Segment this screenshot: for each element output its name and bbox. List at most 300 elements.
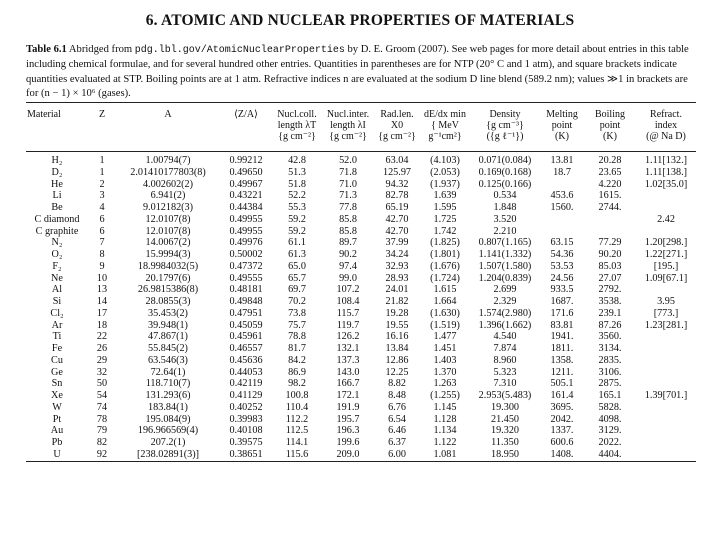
table-cell: 85.8	[339, 213, 357, 225]
table-row	[26, 402, 696, 414]
table-cell: Al	[51, 284, 63, 296]
table-row	[26, 425, 696, 437]
table-cell: 0.40252	[229, 401, 263, 413]
column-header-line: (@ Na D)	[646, 131, 686, 142]
table-cell: 71.8	[339, 166, 357, 178]
table-cell: 0.43221	[229, 190, 263, 202]
table-cell: 1.639	[433, 190, 457, 202]
table-cell: 55.845(2)	[148, 343, 188, 354]
table-cell: 1.396(1.662)	[478, 319, 532, 331]
table-cell: 18.9984032(5)	[137, 260, 199, 272]
column-header-line: (K)	[555, 131, 569, 142]
table-cell: 59.2	[288, 225, 306, 237]
table-header	[26, 103, 696, 152]
table-cell: 0.169(0.168)	[478, 166, 532, 178]
table-cell: O₂	[51, 249, 63, 260]
table-cell: 4.002602(2)	[142, 178, 194, 190]
table-row	[26, 378, 696, 390]
column-header-line: length λI	[330, 120, 366, 131]
table-row	[26, 449, 696, 461]
column-header	[470, 103, 540, 152]
table-cell: 29	[96, 354, 108, 366]
table-cell: 933.5	[550, 284, 574, 296]
table-cell: 12.0107(8)	[145, 213, 191, 225]
column-header-line: (K)	[603, 131, 617, 142]
table-cell: 54	[96, 390, 108, 401]
table-cell: 1.128	[433, 413, 457, 425]
column-header	[322, 103, 374, 152]
table-cell	[636, 367, 696, 379]
table-label: Table 6.1	[26, 44, 67, 55]
table-cell: 108.4	[336, 296, 360, 307]
table-cell: 98.2	[288, 378, 306, 390]
table-cell: 3	[99, 190, 105, 202]
column-header	[420, 103, 470, 152]
table-cell: 53.53	[550, 260, 574, 272]
table-cell: 1.507(1.580)	[478, 260, 532, 272]
table-cell: 27.07	[598, 272, 622, 284]
table-cell: 82.78	[385, 190, 409, 202]
table-cell: 85.8	[339, 225, 357, 237]
column-header-line: Density	[489, 109, 521, 120]
table-cell: 73.8	[288, 307, 306, 319]
table-cell: 1.403	[433, 354, 457, 366]
table-cell: 26.9815386(8)	[137, 284, 199, 296]
table-cell: 0.45059	[229, 319, 263, 331]
column-header	[88, 103, 116, 152]
table-cell: 75.7	[288, 319, 306, 331]
column-header-line: point	[599, 120, 621, 131]
table-cell: 0.99212	[229, 155, 263, 166]
table-row	[26, 152, 696, 167]
table-cell: 191.9	[336, 401, 360, 413]
table-row	[26, 308, 696, 320]
table-cell: 21.82	[385, 296, 409, 307]
table-cell: 51.3	[288, 166, 306, 178]
table-cell: 20.1797(6)	[145, 272, 191, 284]
table-row	[26, 414, 696, 426]
table-cell: Xe	[51, 390, 63, 401]
table-cell: 3.520	[493, 213, 517, 225]
table-cell: 107.2	[336, 284, 360, 296]
table-cell: 3134.	[598, 343, 622, 354]
table-cell: 1.848	[493, 202, 517, 213]
table-cell: 1.09[67.1]	[644, 272, 688, 284]
table-cell: 1.11[138.]	[644, 166, 688, 178]
table-cell: 115.7	[336, 307, 360, 319]
table-cell: [195.]	[653, 260, 679, 272]
table-cell: 42.8	[288, 155, 306, 166]
table-cell: 23.65	[598, 166, 622, 178]
table-cell	[540, 226, 584, 238]
table-cell: 12.86	[385, 354, 409, 366]
column-header-line: {g cm⁻³}	[486, 120, 524, 131]
table-cell: (1.630)	[430, 307, 460, 319]
table-cell: Ne	[51, 272, 63, 284]
table-cell: 19.300	[490, 401, 519, 413]
table-cell: 81.7	[288, 343, 306, 354]
table-row	[26, 343, 696, 355]
table-cell: 7.310	[493, 378, 517, 390]
table-cell: 1337.	[550, 425, 574, 437]
column-header-line: Material	[27, 109, 61, 120]
table-cell: 0.47372	[229, 260, 263, 272]
table-cell: 9.012182(3)	[142, 202, 194, 213]
table-cell: 0.45961	[229, 331, 263, 343]
table-cell: 0.46557	[229, 343, 263, 354]
table-cell: 0.125(0.166)	[478, 178, 532, 190]
table-cell: 51.8	[288, 178, 306, 190]
table-cell: 1.081	[420, 449, 470, 461]
table-cell: 86.9	[288, 366, 306, 378]
table-cell: 12.25	[385, 366, 409, 378]
table-cell: 6.76	[388, 401, 406, 413]
table-cell: 18.7	[553, 166, 571, 178]
column-header	[636, 103, 696, 152]
table-cell: 54.36	[550, 249, 574, 260]
table-cell: 16.16	[385, 331, 409, 343]
table-cell: He	[51, 178, 63, 190]
table-cell: 131.293(6)	[145, 390, 191, 401]
table-cell: 1.141(1.332)	[478, 249, 532, 260]
table-cell: 6.00	[374, 449, 420, 461]
column-header	[26, 103, 88, 152]
column-header	[272, 103, 322, 152]
table-cell: 132.1	[336, 343, 360, 354]
table-cell: 6	[99, 213, 105, 225]
table-cell: U	[26, 449, 88, 461]
table-cell: 83.81	[550, 319, 574, 331]
table-cell: 166.7	[336, 378, 360, 390]
table-cell: 19.55	[385, 319, 409, 331]
table-cell: Ar	[51, 319, 63, 331]
column-header-line: length λT	[277, 120, 317, 131]
table-cell: 13.81	[550, 155, 574, 166]
table-cell: 1.370	[433, 366, 457, 378]
column-header	[116, 103, 220, 152]
table-cell: 85.03	[598, 260, 622, 272]
table-cell: (1.255)	[430, 390, 460, 401]
table-cell: 6.54	[388, 413, 406, 425]
table-cell: 32	[96, 366, 108, 378]
table-cell: H₂	[51, 155, 63, 166]
table-cell: 119.7	[336, 319, 360, 331]
table-cell: 1.145	[433, 401, 457, 413]
table-cell: W	[52, 401, 62, 413]
table-cell: 19.320	[490, 425, 519, 437]
column-header-line: dE/dx min	[424, 109, 466, 120]
table-cell: D₂	[51, 166, 63, 178]
table-cell: (2.053)	[430, 166, 460, 178]
table-cell: 3560.	[598, 331, 622, 343]
table-cell: 199.6	[336, 437, 360, 448]
table-cell: 2.699	[493, 284, 517, 296]
table-cell	[636, 226, 696, 238]
table-cell: 52.0	[339, 155, 357, 166]
table-cell: 161.4	[550, 390, 574, 401]
table-cell	[584, 214, 636, 226]
table-cell: 0.39983	[229, 413, 263, 425]
table-cell: [238.02891(3)]	[116, 449, 220, 461]
table-row	[26, 331, 696, 343]
table-cell: 42.70	[385, 213, 409, 225]
table-cell: 7.874	[493, 343, 517, 354]
table-cell: 110.4	[285, 401, 309, 413]
column-header-line: A	[164, 109, 172, 120]
table-cell: 126.2	[336, 331, 360, 343]
table-cell: 3.95	[657, 296, 675, 307]
table-cell	[636, 414, 696, 426]
table-cell: 2.953(5.483)	[478, 390, 532, 401]
table-cell	[636, 425, 696, 437]
table-cell: (1.825)	[430, 237, 460, 249]
table-cell: 207.2(1)	[150, 437, 186, 448]
column-header	[540, 103, 584, 152]
table-cell: 1.477	[433, 331, 457, 343]
table-cell: 6.37	[388, 437, 406, 448]
table-cell: 14.0067(2)	[145, 237, 191, 249]
table-cell	[636, 437, 696, 449]
table-cell: 1.39[701.]	[644, 390, 688, 401]
table-cell: 28.93	[385, 272, 409, 284]
table-row	[26, 261, 696, 273]
table-cell: 1.20[298.]	[644, 237, 688, 249]
table-cell: 2.329	[493, 296, 517, 307]
table-cell: 2.01410177803(8)	[130, 166, 206, 178]
table-cell: 0.49555	[229, 272, 263, 284]
table-cell: 89.7	[339, 237, 357, 249]
table-row	[26, 179, 696, 191]
table-cell: 0.49848	[229, 296, 263, 307]
table-cell: 1408.	[540, 449, 584, 461]
table-cell: Pt	[52, 413, 62, 425]
table-cell: (1.519)	[430, 319, 460, 331]
table-cell: 1	[99, 155, 105, 166]
table-row	[26, 249, 696, 261]
table-cell: 4.540	[493, 331, 517, 343]
column-header-line: ({g ℓ⁻¹})	[486, 131, 524, 142]
table-cell: Au	[50, 425, 64, 437]
table-cell: 137.3	[336, 354, 360, 366]
table-cell: 24.56	[550, 272, 574, 284]
table-header-row	[26, 103, 696, 152]
table-cell: 55.3	[288, 202, 306, 213]
table-cell: (4.103)	[430, 155, 460, 166]
table-cell: 125.97	[382, 166, 411, 178]
table-cell	[636, 190, 696, 202]
table-cell: 8.48	[388, 390, 406, 401]
table-cell: 0.807(1.165)	[478, 237, 532, 249]
table-cell: 92	[88, 449, 116, 461]
table-cell: 0.42119	[229, 378, 263, 390]
table-cell: Be	[51, 202, 63, 213]
column-header-line: {g cm⁻²}	[378, 131, 416, 142]
table-row	[26, 273, 696, 285]
table-cell: 112.2	[285, 413, 309, 425]
table-cell: 42.70	[385, 225, 409, 237]
table-cell: 0.38651	[220, 449, 272, 461]
caption-text-before-url: Abridged from	[66, 44, 135, 55]
table-cell: 600.6	[550, 437, 574, 448]
table-cell: 99.0	[339, 272, 357, 284]
table-cell: 90.20	[598, 249, 622, 260]
table-cell: 20.28	[598, 155, 622, 166]
table-cell: 2	[99, 178, 105, 190]
table-cell	[636, 284, 696, 296]
table-cell: 74	[96, 401, 108, 413]
table-cell: 35.453(2)	[148, 307, 188, 319]
table-cell: 65.7	[288, 272, 306, 284]
table-cell: 13.84	[385, 343, 409, 354]
column-header-line: Melting	[546, 109, 578, 120]
table-cell: 63.04	[385, 155, 409, 166]
table-cell: Pb	[51, 437, 63, 448]
table-cell: 12.0107(8)	[145, 225, 191, 237]
table-cell: 65.19	[385, 202, 409, 213]
table-cell: 63.15	[550, 237, 574, 249]
table-cell	[636, 378, 696, 390]
table-cell: (1.937)	[430, 178, 460, 190]
table-cell: 3106.	[598, 366, 622, 378]
table-cell: 1.204(0.839)	[478, 272, 532, 284]
column-header	[374, 103, 420, 152]
table-cell: 2022.	[598, 437, 622, 448]
table-caption	[26, 43, 696, 102]
table-cell: 0.49650	[229, 166, 263, 178]
table-cell: C diamond	[34, 213, 80, 225]
table-cell: 0.47951	[229, 307, 263, 319]
table-cell: 4	[99, 202, 105, 213]
table-cell: 0.41129	[229, 390, 263, 401]
table-cell: 59.2	[288, 213, 306, 225]
table-row	[26, 320, 696, 332]
table-cell: 115.6	[272, 449, 322, 461]
column-header	[584, 103, 636, 152]
column-header-line: {g cm⁻²}	[278, 131, 316, 142]
table-cell: 0.49967	[229, 178, 263, 190]
properties-table	[26, 102, 696, 462]
table-cell: 1941.	[550, 331, 574, 343]
table-cell: 5.323	[493, 366, 517, 378]
table-cell: Ge	[51, 366, 63, 378]
table-cell: 18	[96, 319, 108, 331]
table-cell: 77.8	[339, 202, 357, 213]
table-cell: 1.595	[433, 202, 457, 213]
table-cell: 34.24	[385, 249, 409, 260]
table-cell: (1.676)	[430, 260, 460, 272]
table-cell: 1.263	[433, 378, 457, 390]
table-cell: 65.0	[288, 260, 306, 272]
table-cell: 8	[99, 249, 105, 260]
table-cell: 0.44053	[229, 366, 263, 378]
table-row	[26, 437, 696, 449]
table-cell: 1.23[281.]	[644, 319, 688, 331]
table-cell: 6.46	[388, 425, 406, 437]
table-cell: 114.1	[285, 437, 309, 448]
table-cell: 8.82	[388, 378, 406, 390]
table-cell: 2792.	[598, 284, 622, 296]
table-cell: 118.710(7)	[145, 378, 191, 390]
table-row	[26, 284, 696, 296]
table-cell	[636, 331, 696, 343]
source-url[interactable]: pdg.lbl.gov/AtomicNuclearProperties	[134, 45, 345, 56]
table-cell: 0.40108	[229, 425, 263, 437]
table-cell: 3695.	[550, 401, 574, 413]
table-cell: 1687.	[550, 296, 574, 307]
column-header-line: {g cm⁻²}	[329, 131, 367, 142]
table-cell: 5828.	[598, 401, 622, 413]
table-cell: 1.22[271.]	[644, 249, 688, 260]
table-cell: 15.9994(3)	[145, 249, 191, 260]
table-cell: 1.725	[433, 213, 457, 225]
table-cell: 2875.	[598, 378, 622, 390]
table-cell: 13	[96, 284, 108, 296]
table-cell	[540, 179, 584, 191]
table-cell: 18.950	[470, 449, 540, 461]
table-cell: F₂	[52, 260, 62, 272]
table-cell: 1.00794(7)	[145, 155, 191, 166]
table-cell: 32.93	[385, 260, 409, 272]
table-cell: 1358.	[550, 354, 574, 366]
table-cell: 1.122	[433, 437, 457, 448]
table-cell: 28.0855(3)	[145, 296, 191, 307]
table-cell: 14	[96, 296, 108, 307]
table-cell: Fe	[51, 343, 63, 354]
table-cell: (1.801)	[430, 249, 460, 260]
table-cell: 2.210	[493, 225, 517, 237]
table-cell: N₂	[51, 237, 63, 249]
table-row	[26, 226, 696, 238]
column-header-line: X0	[390, 120, 404, 131]
table-cell: 8.960	[493, 354, 517, 366]
table-cell: Cu	[51, 354, 63, 366]
table-cell: 22	[96, 331, 108, 343]
table-cell: 72.64(1)	[150, 366, 186, 378]
table-cell: 6	[99, 225, 105, 237]
table-cell: 1.134	[433, 425, 457, 437]
table-cell: 94.32	[385, 178, 409, 190]
table-cell: 195.7	[336, 413, 360, 425]
table-body	[26, 152, 696, 462]
table-cell: 100.8	[285, 390, 309, 401]
column-header-line: ⟨Z/A⟩	[234, 109, 258, 120]
table-cell: 1	[99, 166, 105, 178]
table-cell: [773.]	[653, 307, 679, 319]
table-cell: 4098.	[598, 413, 622, 425]
column-header-line: { MeV	[431, 120, 459, 131]
table-cell: 4404.	[584, 449, 636, 461]
table-cell: 1.11[132.]	[644, 155, 688, 166]
table-row	[26, 214, 696, 226]
table-row	[26, 296, 696, 308]
table-cell: 1.574(2.980)	[478, 307, 532, 319]
table-cell: Cl₂	[50, 307, 64, 319]
table-cell: 21.450	[490, 413, 519, 425]
table-cell: Sn	[51, 378, 63, 390]
table-cell: 97.4	[339, 260, 357, 272]
table-cell: 172.1	[336, 390, 360, 401]
table-cell: 195.084(9)	[145, 413, 191, 425]
table-cell: 2.42	[657, 213, 675, 225]
table-cell: 0.49955	[229, 213, 263, 225]
table-cell: 0.534	[493, 190, 517, 202]
table-row	[26, 167, 696, 179]
table-row	[26, 190, 696, 202]
table-cell: 0.44384	[229, 202, 263, 213]
table-cell: 71.3	[339, 190, 357, 202]
table-cell: 47.867(1)	[148, 331, 188, 343]
column-header-line: Rad.len.	[380, 109, 414, 120]
